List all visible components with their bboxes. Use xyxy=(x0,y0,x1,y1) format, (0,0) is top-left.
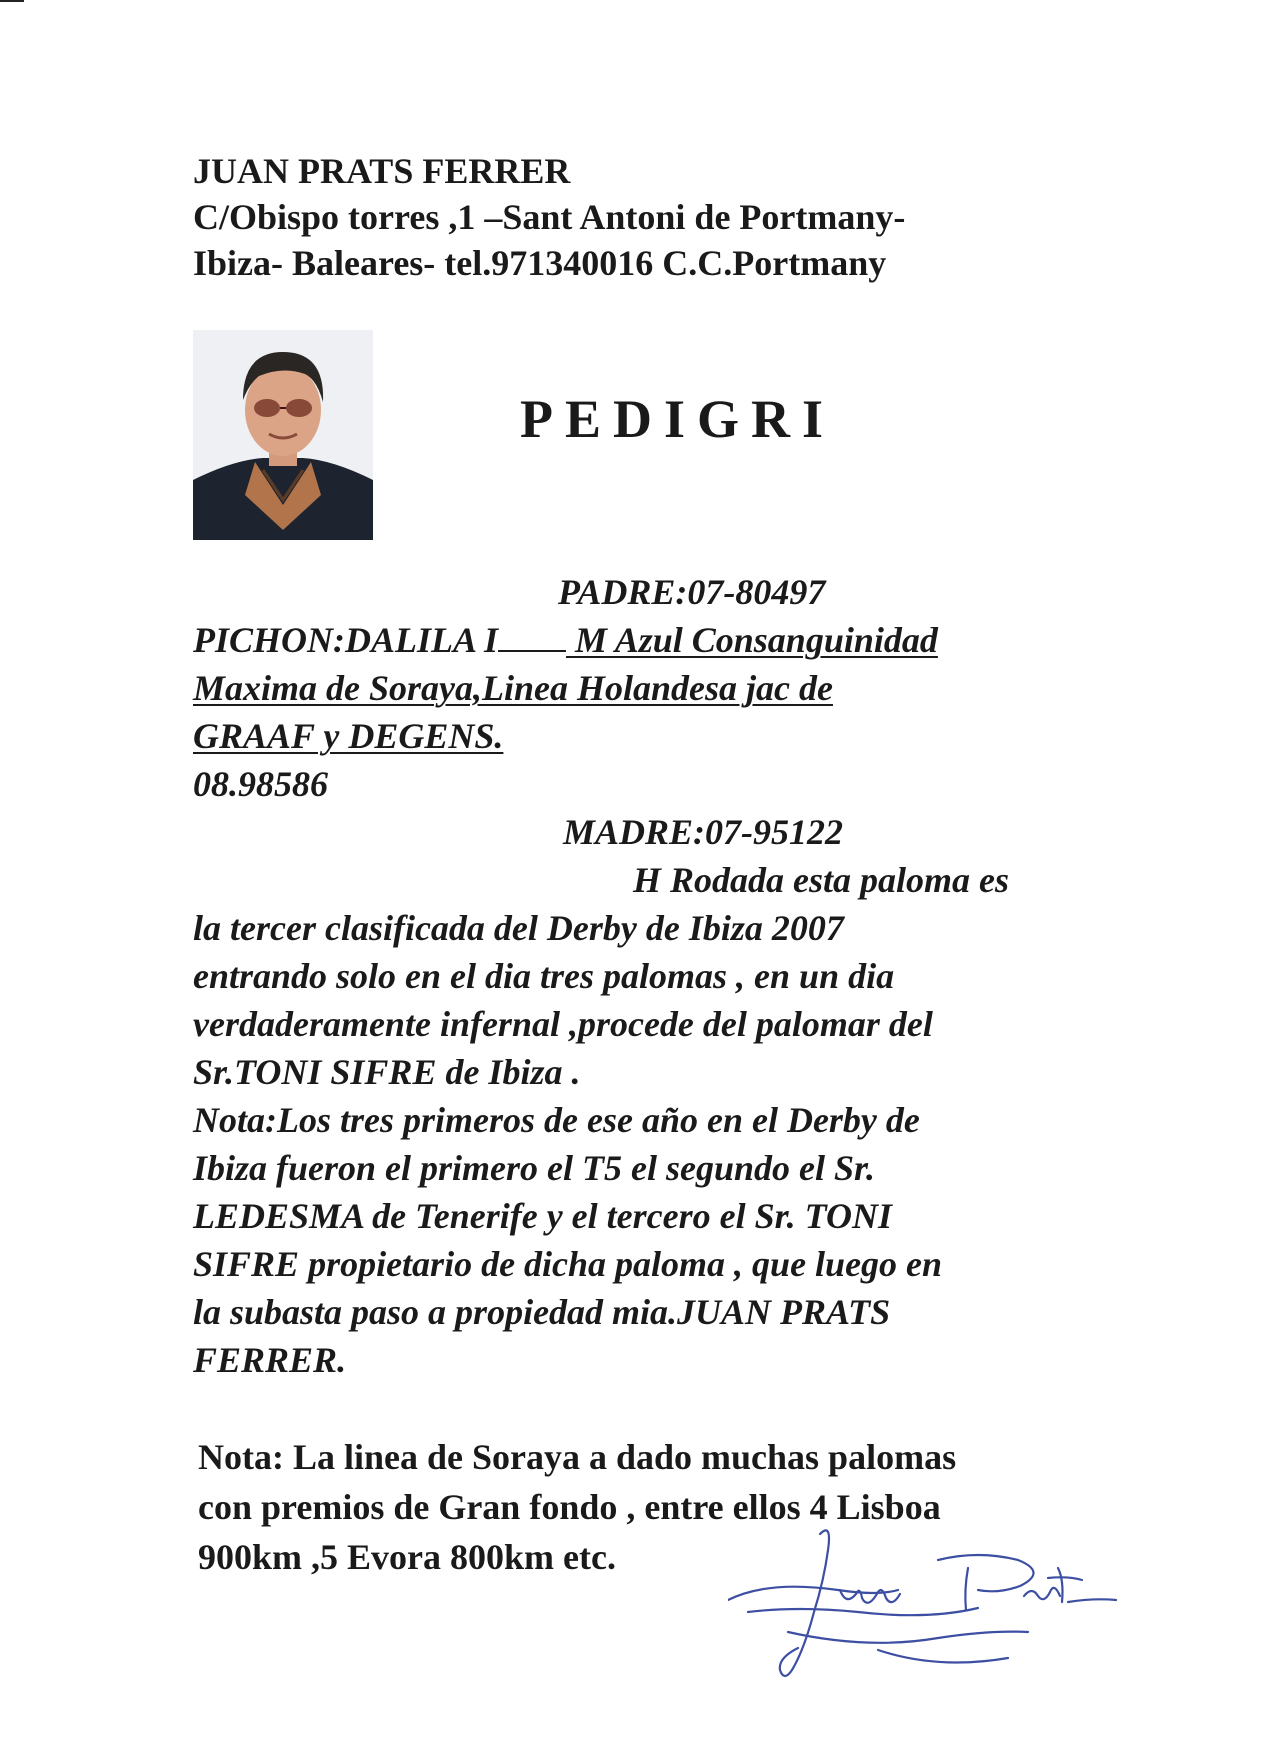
owner-name: JUAN PRATS FERRER xyxy=(193,151,571,191)
note-line: SIFRE propietario de dicha paloma , que luego en xyxy=(193,1244,943,1284)
note-line: FERRER. xyxy=(193,1340,347,1380)
dam-text-line: la tercer clasificada del Derby de Ibiza 2007 xyxy=(193,908,844,948)
pigeon-description-3: GRAAF y DEGENS. xyxy=(193,716,504,756)
pigeon-line xyxy=(193,616,1009,664)
note-line: la subasta paso a propiedad mia.JUAN PRATS xyxy=(193,1292,891,1332)
pigeon-description: M Azul Consanguinidad xyxy=(566,620,938,660)
dam-text-line: entrando solo en el dia tres palomas , en un dia xyxy=(193,956,895,996)
ring-number: 08.98586 xyxy=(193,764,328,804)
document-title: PEDIGRI xyxy=(520,389,836,449)
address-line-1: C/Obispo torres ,1 –Sant Antoni de Portmany- xyxy=(193,197,906,237)
footer-note-line: Nota: La linea de Soraya a dado muchas palomas xyxy=(198,1437,957,1477)
pigeon-description-2: Maxima de Soraya,Linea Holandesa jac de xyxy=(193,668,833,708)
dam-text-line: verdaderamente infernal ,procede del palomar del xyxy=(193,1004,933,1044)
dam-line: MADRE:07-95122 xyxy=(563,812,844,852)
address-line-2: Ibiza- Baleares- tel.971340016 C.C.Portmany xyxy=(193,243,887,283)
footer-note-line: 900km ,5 Evora 800km etc. xyxy=(198,1537,616,1577)
pigeon-line-2 xyxy=(193,664,1009,712)
dam-text-line: H Rodada esta paloma es xyxy=(633,860,1009,900)
dam-text-line: Sr.TONI SIFRE de Ibiza . xyxy=(193,1052,581,1092)
note-line: Nota:Los tres primeros de ese año en el Derby de xyxy=(193,1100,920,1140)
pigeon-line-3 xyxy=(193,712,1009,760)
pedigree-body xyxy=(193,568,1009,1384)
scan-corner-mark xyxy=(0,0,24,2)
handwritten-signature xyxy=(728,1520,1118,1680)
sender-header xyxy=(193,148,905,286)
sire-line: PADRE:07-80497 xyxy=(558,572,826,612)
note-line: Ibiza fueron el primero el T5 el segundo el Sr. xyxy=(193,1148,876,1188)
note-line: LEDESMA de Tenerife y el tercero el Sr. TONI xyxy=(193,1196,892,1236)
owner-photo xyxy=(193,330,373,540)
pigeon-name: PICHON:DALILA I xyxy=(193,620,499,660)
footer-note-line: con premios de Gran fondo , entre ellos 4 Lisboa xyxy=(198,1487,941,1527)
blank-underline xyxy=(498,620,566,652)
